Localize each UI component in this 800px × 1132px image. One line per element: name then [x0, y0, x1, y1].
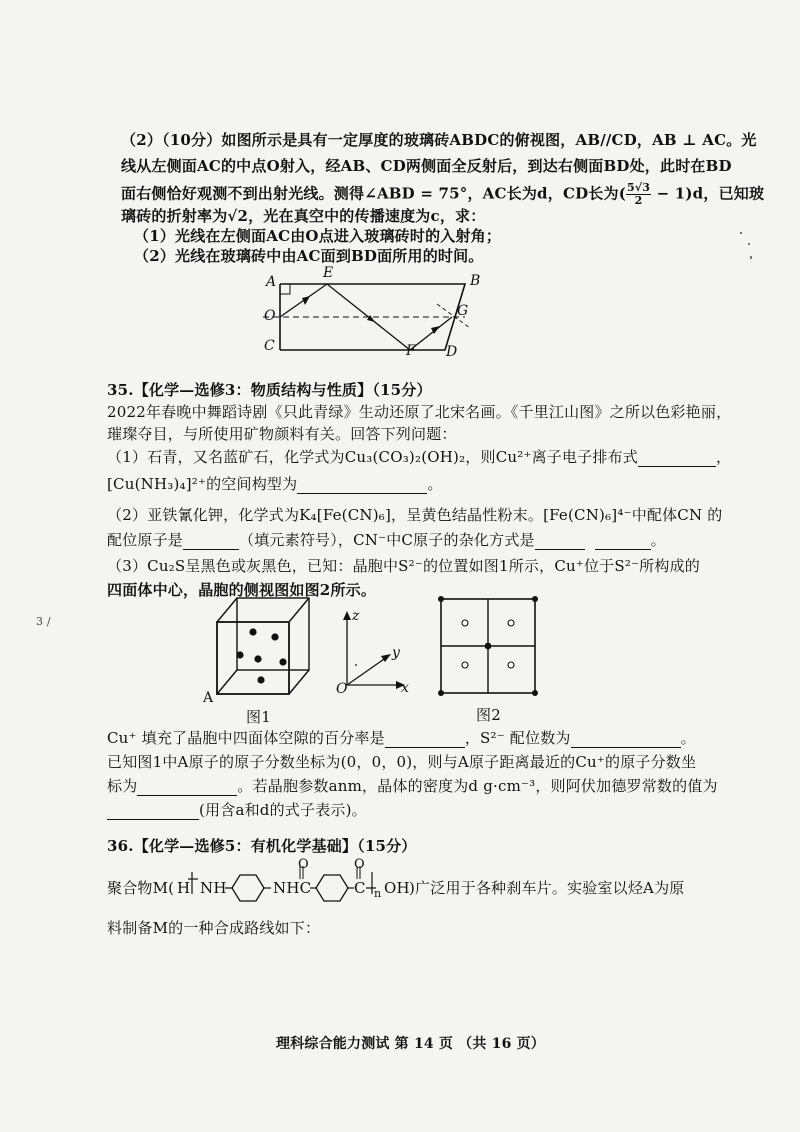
margin-mark: 3 /: [36, 615, 51, 628]
q35-intro-line1: 2022年春晚中舞蹈诗剧《只此青绿》生动还原了北宋名画。《千里江山图》之所以色彩艳丽，: [107, 403, 732, 421]
answer-blank-electron-config[interactable]: [638, 450, 716, 467]
complex-formula-fe: [Fe(CN)₆]⁴⁻: [543, 506, 632, 524]
poly-NHC: NHC: [273, 879, 312, 897]
q35-part1-text: （1）石青，又名蓝矿石，化学式为Cu₃(CO₃)₂(OH)₂，则Cu²⁺离子电子排布式: [107, 448, 638, 466]
corner-atom: [532, 690, 538, 696]
answer-blank-avogadro[interactable]: [107, 803, 199, 820]
q34-sub2: （2）光线在玻璃砖中由AC面到BD面所用的时间。: [134, 247, 484, 265]
q35-part1-line1: （1）石青，又名蓝矿石，化学式为Cu₃(CO₃)₂(OH)₂，则Cu²⁺离子电子排布式 ，: [107, 448, 732, 466]
polymer-structure-drawing: [170, 852, 400, 906]
q35-part3-text-e2: 。若晶胞参数anm，晶体的密度为d g·cm⁻³，则阿伏加德罗常数的值为: [237, 777, 718, 795]
label-G: G: [457, 303, 469, 319]
axis-y-label: y: [392, 645, 400, 661]
poly-O-1: O: [298, 857, 309, 872]
q36-header: 36.【化学—选修5：有机化学基础】（15分）: [107, 837, 417, 855]
cube-label-A: A: [203, 690, 214, 706]
corner-atom: [532, 596, 538, 602]
q34-line3: [121, 182, 764, 207]
q34-line3-text-a: 面右侧恰好观测不到出射光线。测得∠ABD = 75°，AC长为d，CD长为(: [121, 184, 626, 203]
corner-atom: [438, 596, 444, 602]
crystal-cell-figure-2: [437, 595, 539, 697]
poly-O-2: O: [354, 857, 365, 872]
cu-atom: [462, 662, 468, 668]
s-atom: [249, 628, 256, 635]
answer-blank-coordination-number[interactable]: [571, 731, 681, 748]
q36-line2: 料制备M的一种合成路线如下：: [107, 919, 321, 937]
label-O: O: [264, 308, 276, 324]
crystal-cell-figure-1: [205, 590, 325, 705]
cu-atom: [462, 620, 468, 626]
scan-speck: [750, 256, 752, 259]
q34-fraction-den: 2: [634, 194, 643, 207]
cu-atom: [508, 620, 514, 626]
q35-part2-text-b1: 配位原子是: [107, 531, 184, 549]
q34-sub1: （1）光线在左侧面AC由O点进入玻璃砖时的入射角；: [134, 227, 502, 245]
axis-x-label: x: [401, 680, 409, 696]
s-atom: [257, 676, 264, 683]
poly-n: n: [374, 887, 382, 900]
q36-polymer-suffix: )广泛用于各种刹车片。实验室以烃A为原: [409, 879, 685, 897]
q35-part3-line4: 已知图1中A原子的原子分数坐标为(0，0，0)，则与A原子距离最近的Cu⁺的原子分数坐: [107, 753, 697, 771]
label-E: E: [323, 265, 334, 281]
s-atom: [236, 651, 243, 658]
label-B: B: [470, 273, 481, 289]
q35-part3-text-c2: ，S²⁻ 配位数为: [464, 729, 571, 747]
s-atom: [254, 655, 261, 662]
answer-blank-coordinate[interactable]: [137, 779, 237, 796]
poly-NH-1: NH: [200, 879, 227, 897]
q35-part3-text-e1: 标为: [107, 777, 138, 795]
q35-part3-line2: 四面体中心，晶胞的侧视图如图2所示。: [107, 581, 377, 599]
q35-part2-line2: 配位原子是 （填元素符号），CN⁻中C原子的杂化方式是 。: [107, 531, 666, 549]
answer-blank-hybridization-2[interactable]: [595, 533, 651, 550]
poly-H: H: [177, 879, 191, 897]
center-atom: [485, 643, 492, 650]
q35-part2-line1: [107, 505, 722, 525]
q35-part3-text-c1: Cu⁺ 填充了晶胞中四面体空隙的百分率是: [107, 729, 385, 747]
q35-part1-text-b: 的空间构型为: [206, 475, 298, 493]
q35-intro-line2: 璀璨夺目，与所使用矿物颜料有关。回答下列问题：: [107, 425, 457, 443]
poly-OH: OH: [384, 879, 410, 897]
q35-part3-line3: Cu⁺ 填充了晶胞中四面体空隙的百分率是 ，S²⁻ 配位数为 。: [107, 729, 696, 747]
label-C: C: [264, 338, 275, 354]
scan-speck: [740, 232, 742, 234]
q34-line1: （2）（10分）如图所示是具有一定厚度的玻璃砖ABDC的俯视图，AB//CD，AB ⊥ AC。光: [121, 131, 757, 149]
s-atom: [279, 658, 286, 665]
q36-polymer-prefix: 聚合物M(: [107, 879, 175, 897]
corner-atom: [438, 690, 444, 696]
q34-fraction: [626, 182, 651, 207]
q35-part2-text-tail: 中配体CN 的: [631, 506, 723, 524]
label-D: D: [446, 344, 458, 360]
q35-part2-text-a: （2）亚铁氰化钾，化学式为K₄[Fe(CN)₆]，呈黄色结晶性粉末。: [107, 506, 544, 524]
benzene-ring-icon: [232, 875, 264, 901]
benzene-ring-icon: [316, 875, 348, 901]
q35-part3-line1: （3）Cu₂S呈黑色或灰黑色，已知：晶胞中S²⁻的位置如图1所示，Cu⁺位于S²⁻所构成的: [107, 557, 700, 575]
poly-C: C: [354, 879, 366, 897]
complex-formula-cu: [Cu(NH₃)₄]²⁺: [107, 475, 207, 493]
answer-blank-coordinating-atom[interactable]: [183, 533, 239, 550]
q35-part3-line6: [107, 800, 367, 820]
scan-speck: [748, 243, 750, 245]
axis-z-label: z: [352, 608, 360, 624]
q34-line3-text-b: − 1)d，已知玻: [651, 184, 765, 203]
q34-fraction-num: 5√3: [627, 181, 651, 194]
answer-blank-spatial-config[interactable]: [297, 477, 427, 494]
answer-blank-hybridization-1[interactable]: [535, 533, 585, 550]
q34-line4: 璃砖的折射率为√2，光在真空中的传播速度为c，求：: [121, 207, 486, 225]
answer-blank-fill-percentage[interactable]: [385, 731, 465, 748]
label-A: A: [266, 274, 277, 290]
q34-line2: 线从左侧面AC的中点O射入，经AB、CD两侧面全反射后，到达右侧面BD处，此时在BD: [121, 157, 732, 175]
label-F: F: [406, 343, 416, 359]
s-atom: [271, 633, 278, 640]
cu-atom: [508, 662, 514, 668]
arrow-1: [302, 296, 310, 305]
q35-header: 35.【化学—选修3：物质结构与性质】（15分）: [107, 381, 432, 399]
axis-origin-label: O: [336, 681, 348, 697]
q35-part3-line5: [107, 776, 718, 796]
right-angle-mark: [280, 284, 290, 294]
figure2-caption: 图2: [476, 706, 501, 724]
figure1-caption: 图1: [246, 708, 271, 726]
page-footer: 理科综合能力测试 第 14 页 （共 16 页）: [276, 1036, 546, 1052]
q35-part1-line2: [Cu(NH₃)₄]²⁺的空间构型为 。: [107, 475, 443, 493]
q35-part3-text-f: (用含a和d的式子表示)。: [199, 801, 367, 819]
q35-part2-text-b2: （填元素符号），CN⁻中C原子的杂化方式是: [239, 531, 535, 549]
